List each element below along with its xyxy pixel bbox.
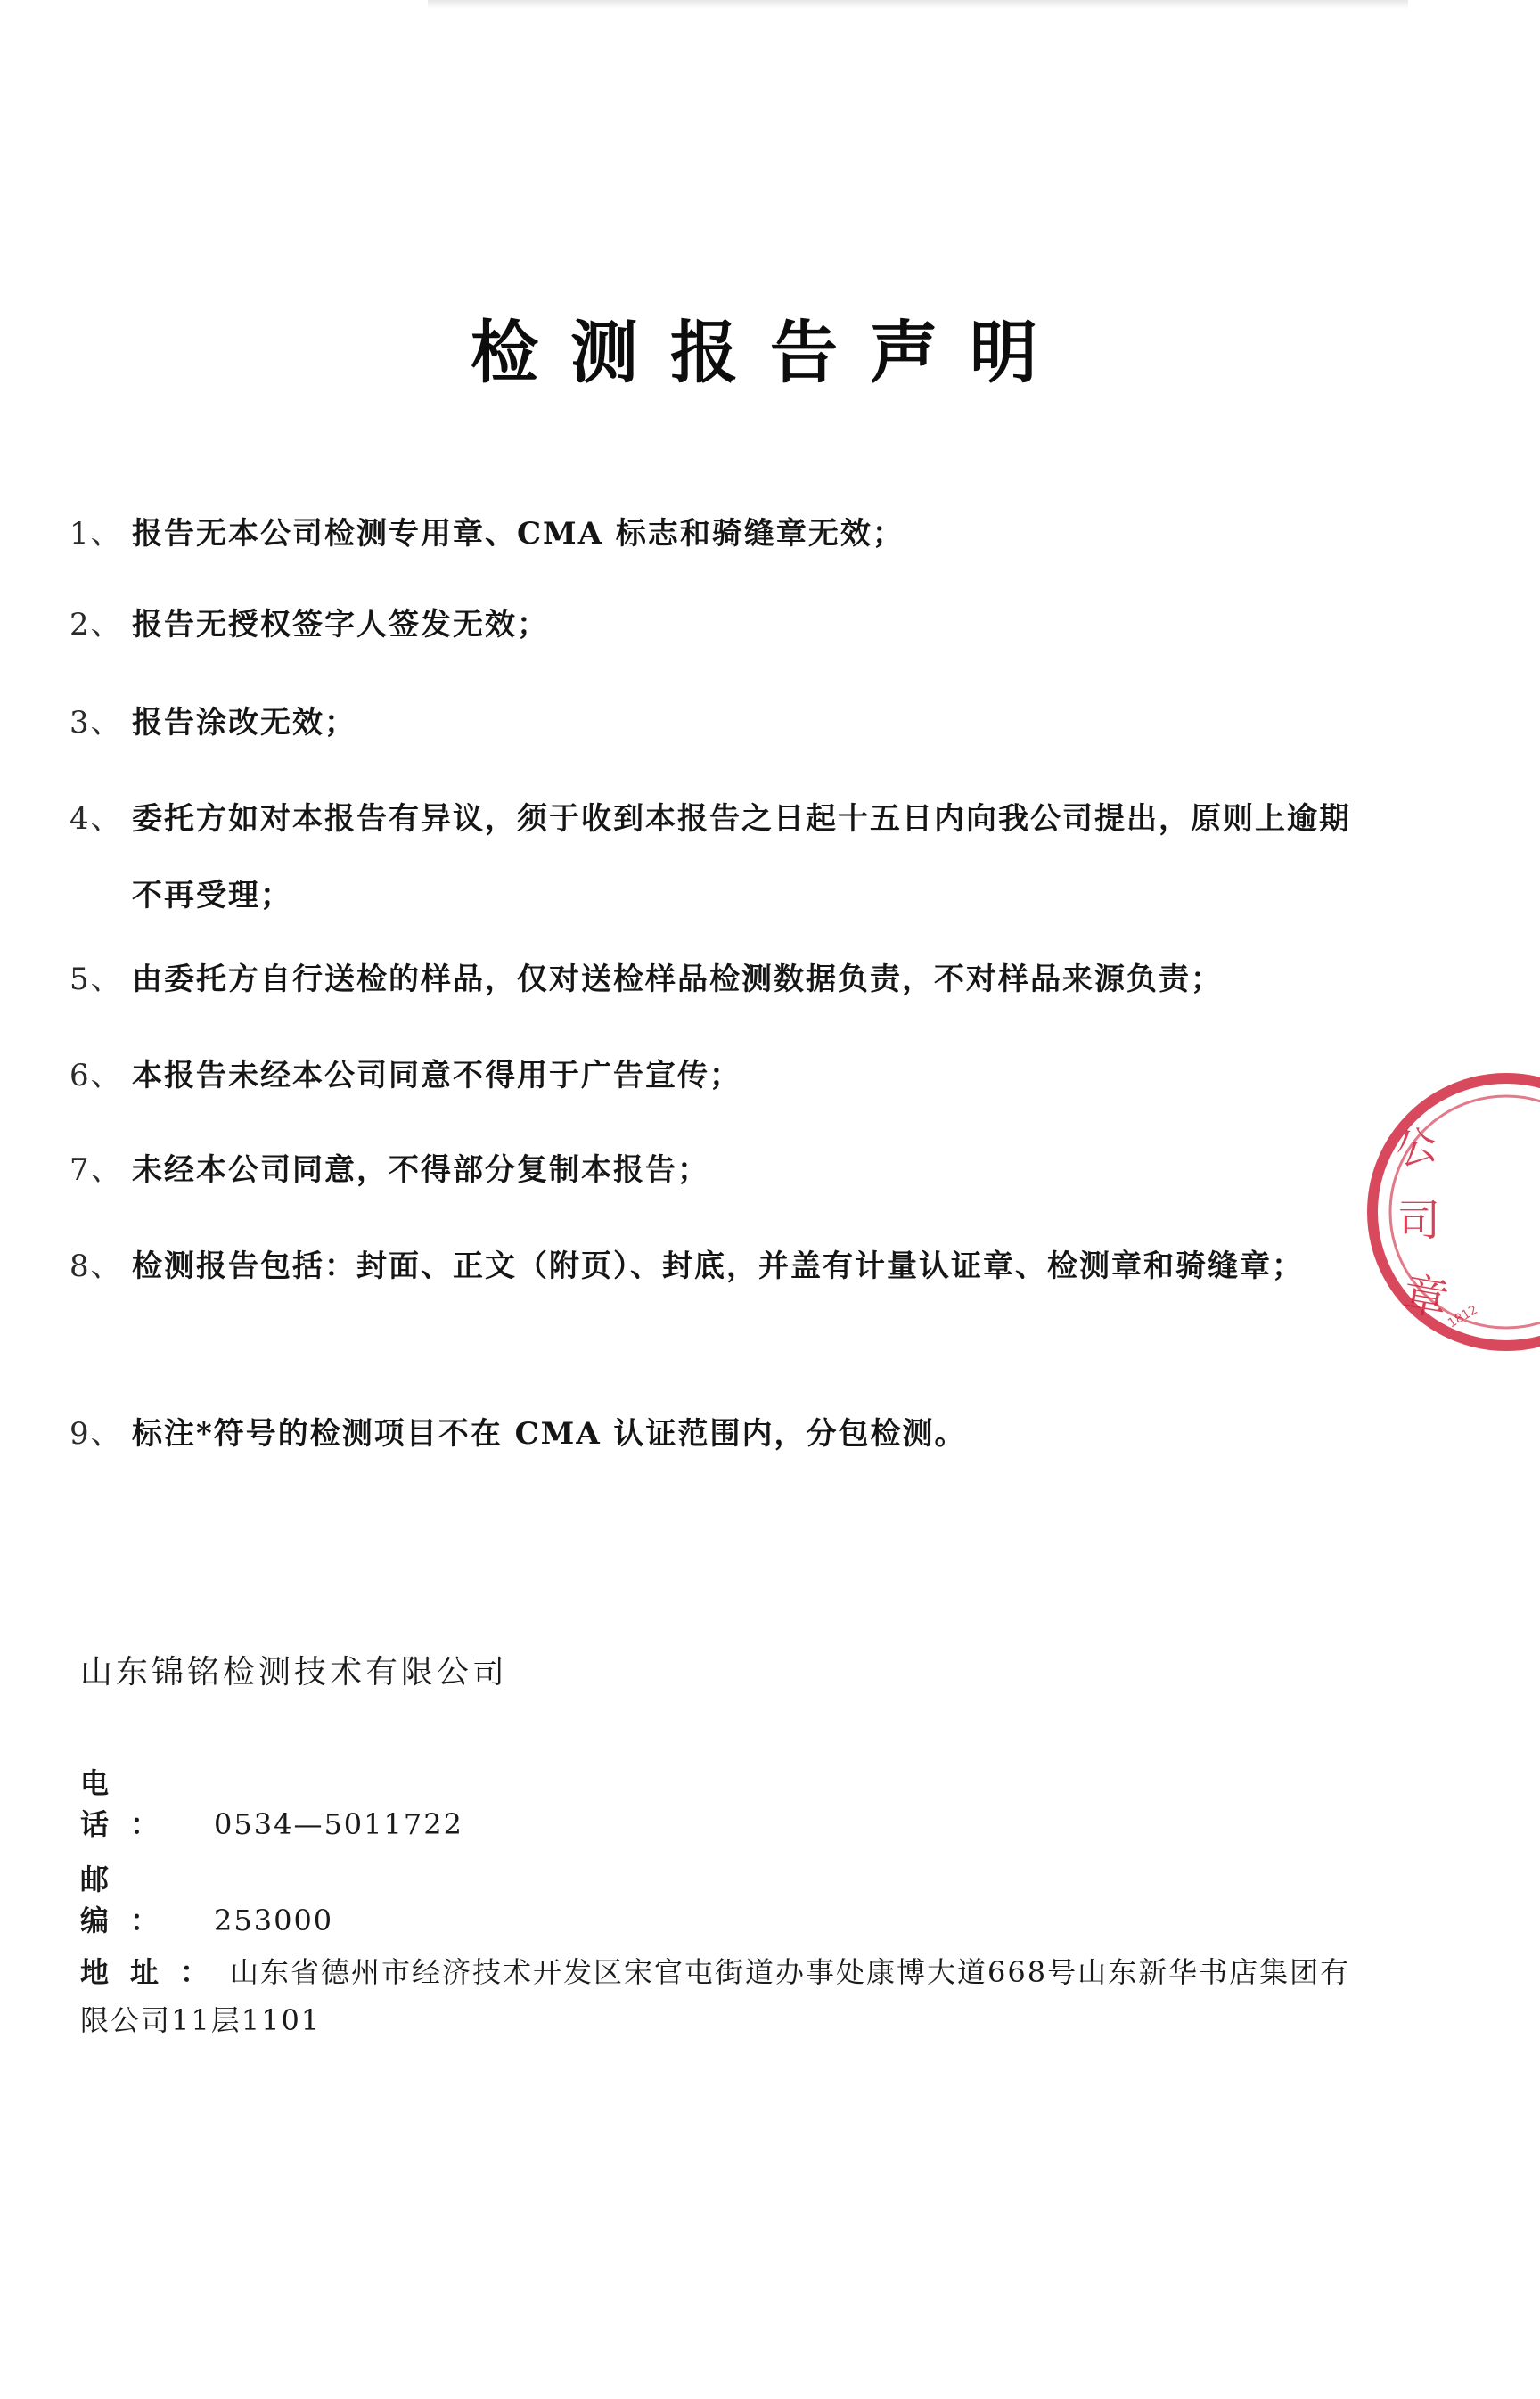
- statement-text: 报告无本公司检测专用章、CMA 标志和骑缝章无效；: [132, 516, 905, 552]
- postcode-line: [80, 1857, 1364, 1939]
- statement-text: 标注*符号的检测项目不在 CMA 认证范围内，分包检测。: [132, 1416, 967, 1452]
- company-seal-stamp: [1346, 1060, 1540, 1363]
- svg-text:司: 司: [1397, 1196, 1441, 1246]
- seal-graphic: [1346, 1060, 1540, 1363]
- statement-item: [70, 1228, 1353, 1305]
- statement-item: [70, 586, 1353, 663]
- statement-text: 报告涂改无效；: [132, 705, 356, 741]
- statement-text: 未经本公司同意，不得部分复制本报告；: [132, 1152, 709, 1188]
- phone-label: 电话：: [80, 1766, 181, 1841]
- svg-text:章: 章: [1398, 1267, 1453, 1327]
- statement-text: 由委托方自行送检的样品，仅对送检样品检测数据负责，不对样品来源负责；: [132, 962, 1223, 997]
- statement-text: 报告无授权签字人签发无效；: [132, 607, 549, 643]
- statement-number: 5、: [70, 962, 123, 997]
- statement-number: 8、: [70, 1249, 123, 1284]
- statement-text: 本报告未经本公司同意不得用于广告宣传；: [132, 1058, 741, 1093]
- svg-text:1812: 1812: [1446, 1302, 1480, 1331]
- postcode-label: 邮编：: [80, 1863, 181, 1937]
- address-line: [80, 1948, 1364, 2044]
- scan-edge-shadow: [428, 0, 1408, 9]
- statement-number: 6、: [70, 1058, 123, 1093]
- address-label: 地址：: [80, 1955, 231, 1989]
- statement-number: 9、: [70, 1416, 123, 1452]
- statement-number: 7、: [70, 1152, 123, 1188]
- statement-item: [70, 684, 1353, 761]
- address-value: 山东省德州市经济技术开发区宋官屯街道办事处康博大道668号山东新华书店集团有限公司11层1101: [80, 1955, 1351, 2037]
- statement-text: 委托方如对本报告有异议，须于收到本报告之日起十五日内向我公司提出，原则上逾期不再受理；: [132, 801, 1351, 913]
- statement-number: 4、: [70, 801, 123, 837]
- statement-item: [70, 495, 1353, 572]
- statement-item: [70, 1037, 1353, 1114]
- statement-item: [70, 781, 1353, 934]
- phone-line: [80, 1761, 1364, 1843]
- phone-value: 0534—5011722: [214, 1807, 463, 1841]
- statement-text: 检测报告包括：封面、正文（附页）、封底，并盖有计量认证章、检测章和骑缝章；: [132, 1249, 1304, 1284]
- statement-item: [70, 1396, 1353, 1472]
- statement-item: [70, 941, 1353, 1018]
- statement-item: [70, 1132, 1353, 1208]
- postcode-value: 253000: [214, 1904, 334, 1937]
- company-name: 山东锦铭检测技术有限公司: [80, 1654, 509, 1691]
- statement-number: 2、: [70, 607, 123, 643]
- statement-number: 1、: [70, 516, 123, 552]
- statement-number: 3、: [70, 705, 123, 741]
- page-title: 检测报告声明: [471, 313, 1069, 392]
- svg-text:公: 公: [1391, 1119, 1442, 1175]
